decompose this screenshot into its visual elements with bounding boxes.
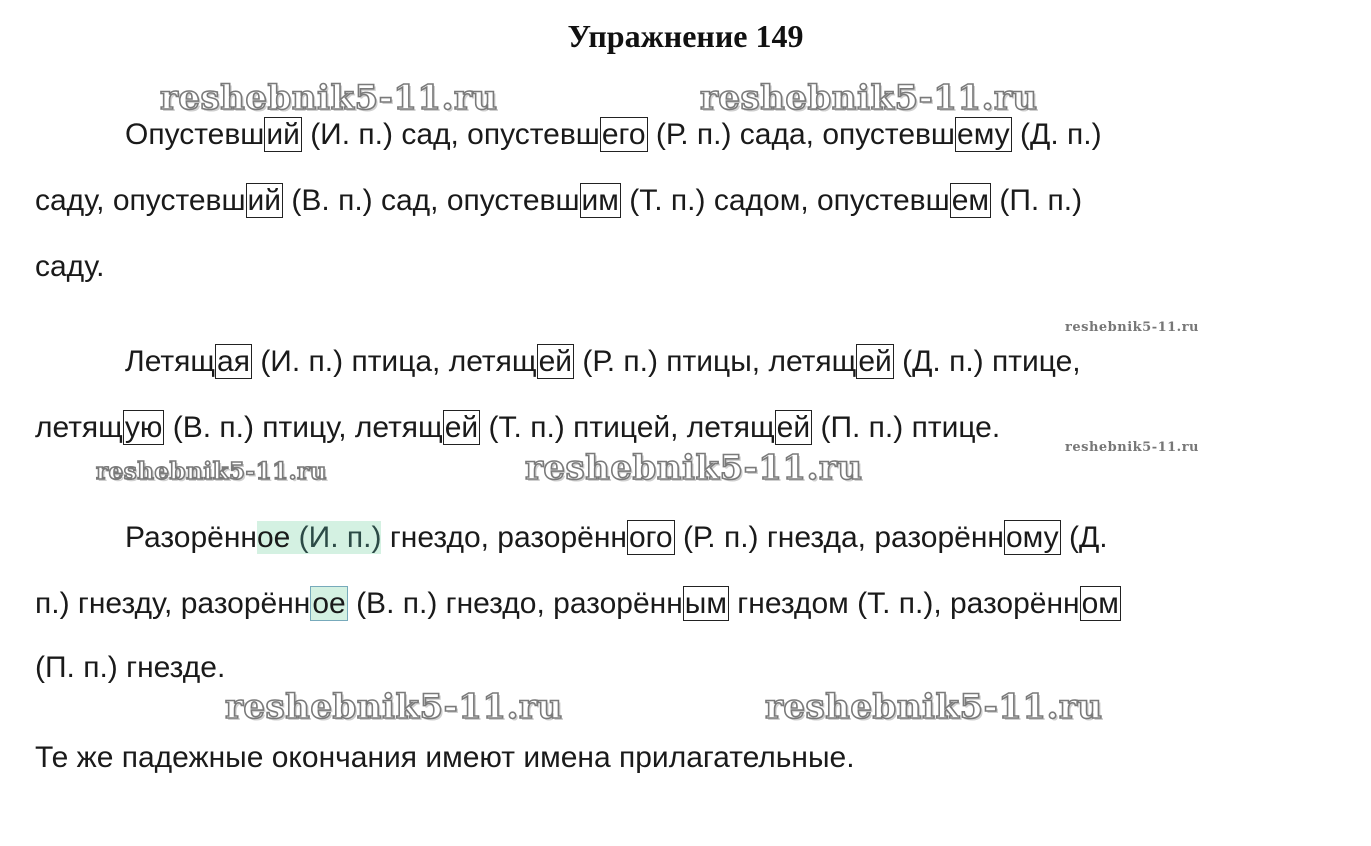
text: (П. п.) птице. xyxy=(812,411,1001,444)
text: (Р. п.) сада, опустевш xyxy=(647,118,956,151)
text: (П. п.) xyxy=(991,184,1083,217)
text: саду. xyxy=(35,250,105,283)
text: (П. п.) гнезде. xyxy=(35,651,226,684)
text: (Т. п.) птицей, летящ xyxy=(480,411,775,444)
text: (Д. xyxy=(1060,521,1108,554)
ending-box: ом xyxy=(1081,587,1119,620)
watermark: reshebnik5-11.ru xyxy=(525,448,863,488)
text: (В. п.) сад, опустевш xyxy=(283,184,580,217)
ending-box: ей xyxy=(444,411,479,444)
text: (Р. п.) гнезда, разорённ xyxy=(674,521,1004,554)
ending-box: ое xyxy=(312,587,346,620)
ending-box: ий xyxy=(247,184,282,217)
watermark: reshebnik5-11.ru xyxy=(1065,440,1200,455)
ending-box: ему xyxy=(957,118,1010,151)
paragraph-1-line-1 xyxy=(125,115,1102,155)
paragraph-3-line-3 xyxy=(35,648,225,688)
ending-box: ого xyxy=(628,521,673,554)
watermark: reshebnik5-11.ru xyxy=(96,458,327,485)
ending-box: ем xyxy=(951,184,989,217)
ending-box: ий xyxy=(266,118,300,151)
text: п.) гнезду, разорённ xyxy=(35,587,311,620)
text: (И. п.) сад, опустевш xyxy=(301,118,600,151)
watermark: reshebnik5-11.ru xyxy=(700,78,1038,118)
paragraph-3-line-2 xyxy=(35,584,1121,624)
ending-box: ей xyxy=(538,345,573,378)
ending-box: его xyxy=(601,118,646,151)
text: Летящ xyxy=(125,345,216,378)
watermark: reshebnik5-11.ru xyxy=(765,687,1103,727)
text: (Р. п.) птицы, летящ xyxy=(574,345,857,378)
paragraph-3-line-1 xyxy=(125,518,1108,558)
page-title: Упражнение 149 xyxy=(567,18,804,54)
text: гнездом (Т. п.), разорённ xyxy=(728,587,1080,620)
paragraph-2-line-2 xyxy=(35,408,1000,448)
ending-box: ую xyxy=(124,411,163,444)
case-label: (И. п.) xyxy=(290,521,382,554)
watermark: reshebnik5-11.ru xyxy=(225,687,563,727)
text: Опустевш xyxy=(125,118,265,151)
ending-box: им xyxy=(581,184,619,217)
text: (В. п.) птицу, летящ xyxy=(164,411,443,444)
ending-box: ому xyxy=(1005,521,1059,554)
text: летящ xyxy=(35,411,123,444)
paragraph-1-line-2 xyxy=(35,181,1082,221)
text: (И. п.) птица, летящ xyxy=(251,345,537,378)
ending-highlight: ое xyxy=(256,521,291,554)
text: Разорённ xyxy=(125,521,257,554)
ending-box: ей xyxy=(776,411,811,444)
text: (Д. п.) xyxy=(1011,118,1102,151)
conclusion: Те же падежные окончания имеют имена прилагательные. xyxy=(35,741,855,774)
watermark: reshebnik5-11.ru xyxy=(160,78,498,118)
text: (В. п.) гнездо, разорённ xyxy=(347,587,683,620)
text: (Т. п.) садом, опустевш xyxy=(620,184,950,217)
text: гнездо, разорённ xyxy=(381,521,627,554)
ending-box: ым xyxy=(684,587,727,620)
text: (Д. п.) птице, xyxy=(893,345,1081,378)
text: саду, опустевш xyxy=(35,184,246,217)
paragraph-1-line-3 xyxy=(35,247,105,287)
paragraph-2-line-1 xyxy=(125,342,1081,382)
ending-box: ая xyxy=(217,345,250,378)
ending-box: ей xyxy=(858,345,892,378)
watermark: reshebnik5-11.ru xyxy=(1065,320,1200,335)
